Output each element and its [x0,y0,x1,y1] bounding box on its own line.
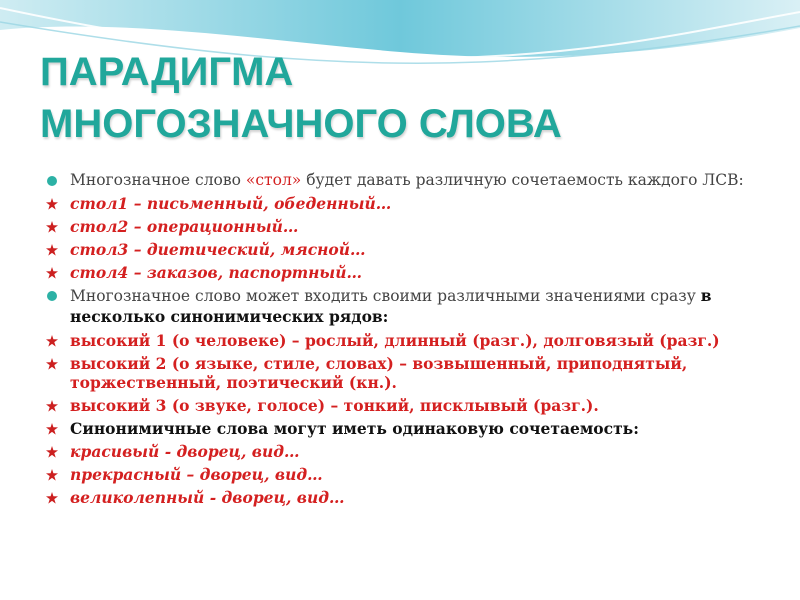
list-item: стол1 – письменный, обеденный… [46,194,766,214]
star-bullet-icon [46,267,58,279]
list-item: высокий 3 (о звуке, голосе) – тонкий, писклывый (разг.). [46,396,766,416]
star-bullet-icon [46,244,58,256]
list-item: Многозначное слово может входить своими различными значениями сразу в несколько синонимических рядов: [46,286,766,327]
star-bullet-icon [46,335,58,347]
slide-title [40,46,780,150]
list-item: стол2 – операционный… [46,217,766,237]
list-item: прекрасный – дворец, вид… [46,465,766,485]
list-item: великолепный - дворец, вид… [46,488,766,508]
list-item: высокий 1 (о человеке) – рослый, длинный (разг.), долговязый (разг.) [46,331,766,351]
star-bullet-icon [46,221,58,233]
content-list [46,171,766,511]
circle-bullet-icon [46,290,58,302]
list-item: Синонимичные слова могут иметь одинаковую сочетаемость: [46,419,766,439]
star-bullet-icon [46,358,58,370]
star-bullet-icon [46,198,58,210]
star-bullet-icon [46,469,58,481]
title-line-1: ПАРАДИГМА [40,50,294,94]
circle-bullet-icon [46,175,58,187]
list-item: стол3 – диетический, мясной… [46,240,766,260]
star-bullet-icon [46,446,58,458]
highlight-word: «стол» [245,171,302,189]
list-item: высокий 2 (о языке, стиле, словах) – возвышенный, приподнятый, торжественный, поэтический (кн.). [46,354,766,393]
list-item: красивый - дворец, вид… [46,442,766,462]
star-bullet-icon [46,400,58,412]
star-bullet-icon [46,423,58,435]
star-bullet-icon [46,492,58,504]
list-item: стол4 – заказов, паспортный… [46,263,766,283]
list-item: Многозначное слово «стол» будет давать различную сочетаемость каждого ЛСВ: [46,171,766,191]
title-line-2: МНОГОЗНАЧНОГО СЛОВА [40,102,562,146]
